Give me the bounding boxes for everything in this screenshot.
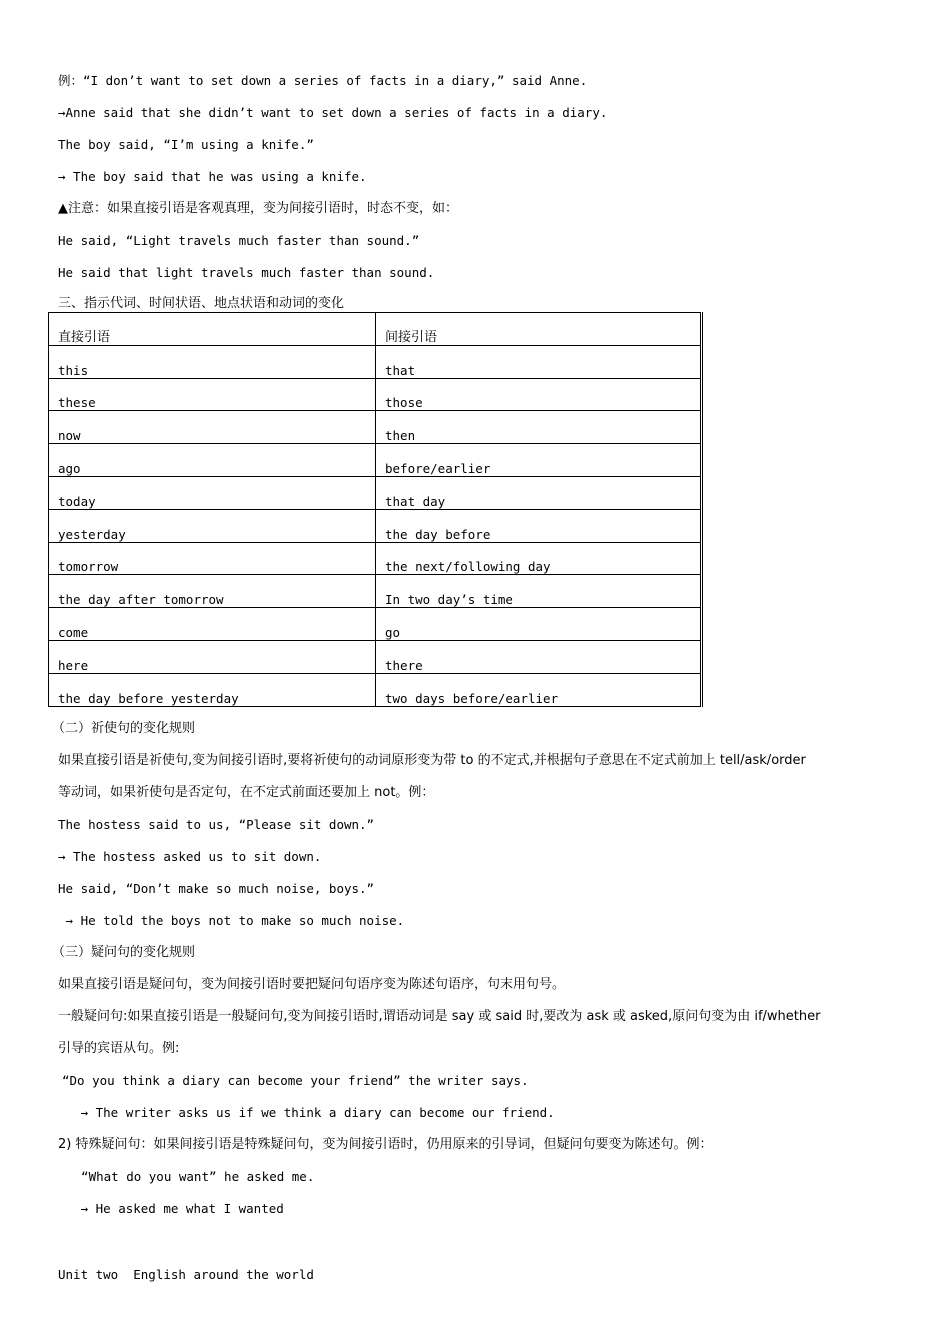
table-row — [49, 444, 702, 477]
direct-cell: here — [49, 640, 376, 673]
header-direct-speech: 直接引语 — [49, 313, 376, 346]
header-indirect-speech: 间接引语 — [376, 313, 702, 346]
imperative-rule-line-2: 等动词，如果祈使句是否定句，在不定式前面还要加上 not。例： — [58, 785, 435, 800]
example-indirect-speech-light: He said that light travels much faster than sound. — [58, 265, 435, 280]
table-row — [49, 411, 702, 444]
unit-two-heading: Unit two English around the world — [58, 1267, 314, 1282]
example-indirect-speech-anne: →Anne said that she didn’t want to set down a series of facts in a diary. — [58, 105, 608, 120]
direct-cell: tomorrow — [49, 542, 376, 575]
section-question-heading: （三）疑问句的变化规则 — [52, 945, 196, 960]
direct-cell: yesterday — [49, 509, 376, 542]
direct-cell: the day after tomorrow — [49, 575, 376, 608]
speech-conversion-table — [48, 312, 703, 707]
example-indirect-speech-hostess: → The hostess asked us to sit down. — [58, 849, 322, 864]
indirect-cell: the next/following day — [376, 542, 702, 575]
example-indirect-speech-boy: → The boy said that he was using a knife. — [58, 169, 367, 184]
direct-cell: this — [49, 345, 376, 378]
imperative-rule-line-1: 如果直接引语是祈使句,变为间接引语时,要将祈使句的动词原形变为带 to 的不定式,并根据句子意思在不定式前加上 tell/ask/order — [58, 753, 806, 768]
indirect-cell: that day — [376, 476, 702, 509]
section-three-heading: 三、指示代词、时间状语、地点状语和动词的变化 — [58, 296, 345, 311]
table-row — [49, 345, 702, 378]
wh-question-rule: 2) 特殊疑问句：如果间接引语是特殊疑问句，变为间接引语时，仍用原来的引导词，但疑问句要变为陈述句。例： — [58, 1137, 713, 1152]
table-row — [49, 608, 702, 641]
example-direct-speech-light: He said, “Light travels much faster than sound.” — [58, 233, 420, 248]
indirect-cell: the day before — [376, 509, 702, 542]
example-direct-speech-diary: “Do you think a diary can become your friend” the writer says. — [62, 1073, 529, 1088]
direct-cell: come — [49, 608, 376, 641]
example-indirect-speech-diary: → The writer asks us if we think a diary can become our friend. — [58, 1105, 555, 1120]
direct-cell: today — [49, 476, 376, 509]
table-row — [49, 476, 702, 509]
example-direct-speech-anne: 例：“I don’t want to set down a series of facts in a diary,” said Anne. — [58, 73, 588, 88]
example-direct-speech-want: “What do you want” he asked me. — [66, 1169, 315, 1184]
table-row — [49, 575, 702, 608]
table-header-row — [49, 313, 702, 346]
example-indirect-speech-want: → He asked me what I wanted — [58, 1201, 284, 1216]
indirect-cell: two days before/earlier — [376, 673, 702, 706]
indirect-cell: there — [376, 640, 702, 673]
table-row — [49, 378, 702, 411]
yes-no-question-rule-line-1: 一般疑问句:如果直接引语是一般疑问句,变为间接引语时,谓语动词是 say 或 said 时,要改为 ask 或 asked,原问句变为由 if/whether — [58, 1009, 821, 1024]
direct-cell: these — [49, 378, 376, 411]
indirect-cell: go — [376, 608, 702, 641]
question-rule-general: 如果直接引语是疑问句，变为间接引语时要把疑问句语序变为陈述句语序，句末用句号。 — [58, 977, 566, 992]
indirect-cell: before/earlier — [376, 444, 702, 477]
direct-cell: ago — [49, 444, 376, 477]
indirect-cell: that — [376, 345, 702, 378]
example-direct-speech-boy: The boy said, “I’m using a knife.” — [58, 137, 314, 152]
table-row — [49, 640, 702, 673]
table-row — [49, 673, 702, 706]
indirect-cell: those — [376, 378, 702, 411]
indirect-cell: In two day’s time — [376, 575, 702, 608]
direct-cell: now — [49, 411, 376, 444]
example-indirect-speech-noise: → He told the boys not to make so much noise. — [58, 913, 405, 928]
section-imperative-heading: （二）祈使句的变化规则 — [52, 721, 196, 736]
direct-cell: the day before yesterday — [49, 673, 376, 706]
note-objective-truth: ▲注意：如果直接引语是客观真理，变为间接引语时，时态不变，如： — [58, 201, 458, 216]
yes-no-question-rule-line-2: 引导的宾语从句。例: — [58, 1041, 180, 1056]
table-row — [49, 509, 702, 542]
table-row — [49, 542, 702, 575]
example-direct-speech-hostess: The hostess said to us, “Please sit down.” — [58, 817, 375, 832]
indirect-cell: then — [376, 411, 702, 444]
example-direct-speech-noise: He said, “Don’t make so much noise, boys.” — [58, 881, 375, 896]
